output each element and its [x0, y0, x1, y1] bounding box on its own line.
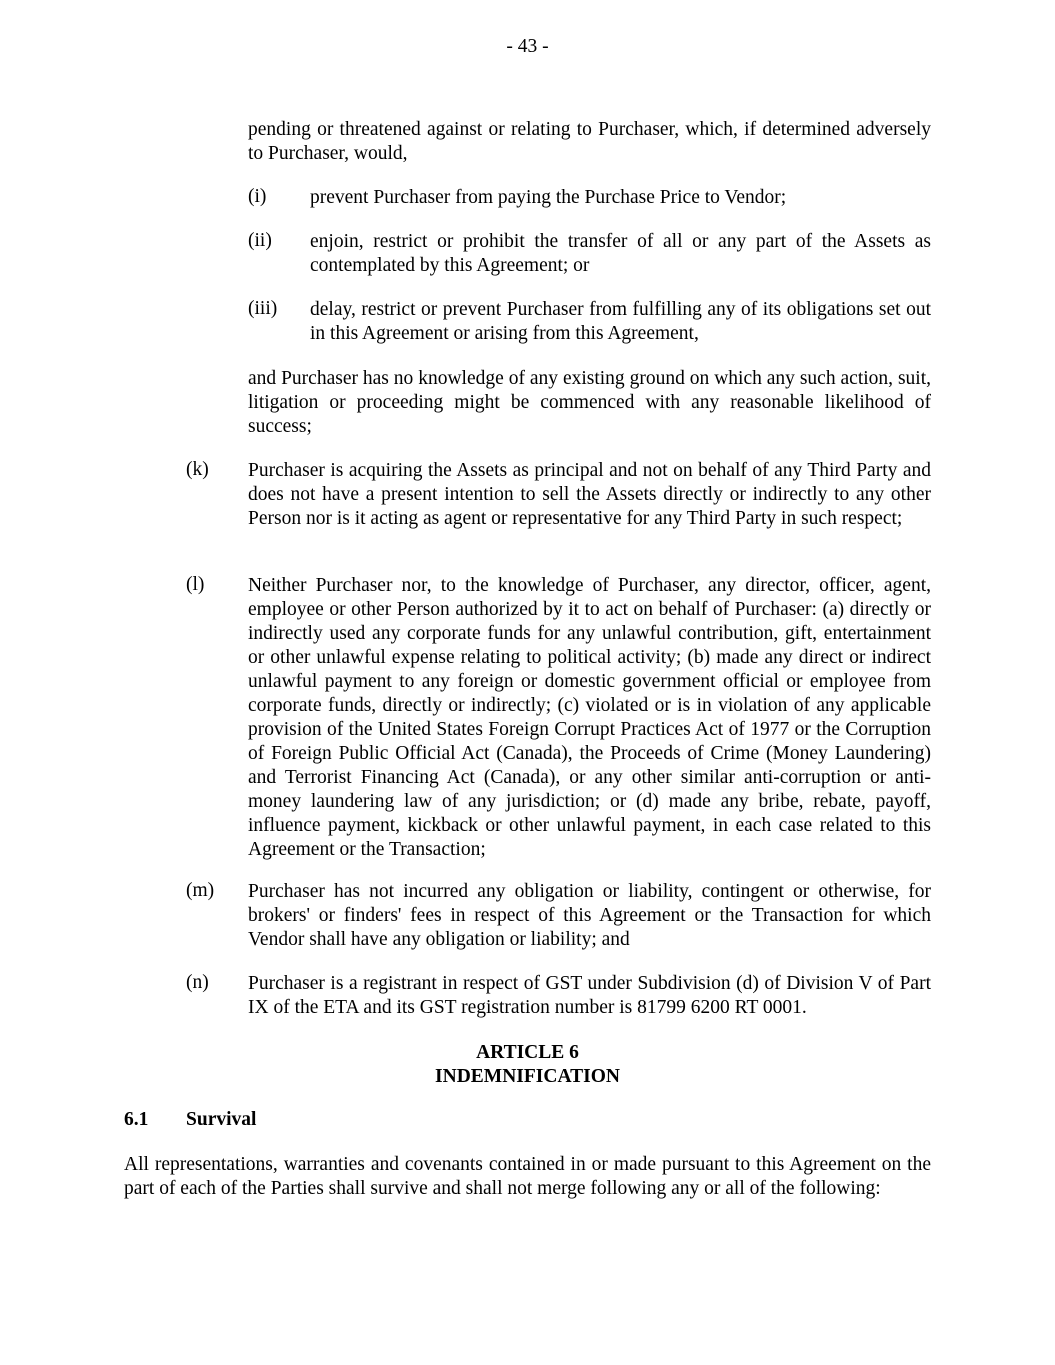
- article-heading: [0, 1041, 1055, 1089]
- item-text: Purchaser is a registrant in respect of GST under Subdivision (d) of Division V of Part IX of the ETA and its GST registration number is 81799 6200 RT 0001.: [248, 973, 931, 1018]
- closing-paragraph: and Purchaser has no knowledge of any existing ground on which any such action, suit, litigation or proceeding might be commenced with any reasonable likelihood of success;: [248, 368, 931, 437]
- page-number: - 43 -: [506, 36, 549, 57]
- sub-item-text: delay, restrict or prevent Purchaser from fulfilling any of its obligations set out in this Agreement or arising from this Agreement,: [310, 299, 931, 344]
- sub-item: [248, 298, 931, 346]
- continuation-paragraph: pending or threatened against or relating to Purchaser, which, if determined adversely to Purchaser, would,: [248, 119, 931, 164]
- section-number: 6.1: [124, 1109, 149, 1130]
- article-title: INDEMNIFICATION: [435, 1066, 620, 1087]
- item-text: Purchaser has not incurred any obligation or liability, contingent or otherwise, for brokers' or finders' fees in respect of this Agreement or the Transaction for which Vendor shall have any obligation or liability; and: [248, 881, 931, 950]
- item-label: (n): [186, 972, 209, 993]
- item-label: (m): [186, 880, 215, 901]
- section-title: Survival: [186, 1109, 257, 1130]
- item-text: Purchaser is acquiring the Assets as principal and not on behalf of any Third Party and does not have a present intention to sell the Assets directly or indirectly to any other Person nor is it acting as agent or representative for any Third Party in such respect;: [248, 460, 931, 529]
- sub-item-text: prevent Purchaser from paying the Purchase Price to Vendor;: [310, 187, 787, 208]
- list-item-m: [186, 880, 931, 952]
- list-item-k: [186, 459, 931, 531]
- sub-item-text: enjoin, restrict or prohibit the transfer of all or any part of the Assets as contemplated by this Agreement; or: [310, 231, 931, 276]
- item-label: (l): [186, 574, 205, 595]
- sub-item-label: (ii): [248, 230, 272, 251]
- section-body: All representations, warranties and covenants contained in or made pursuant to this Agreement on the part of each of the Parties shall survive and shall not merge following any or all of the following:: [124, 1154, 931, 1199]
- sub-item: [248, 186, 931, 210]
- list-item-n: [186, 972, 931, 1020]
- article-number: ARTICLE 6: [476, 1042, 579, 1063]
- list-item-l: [186, 574, 931, 862]
- item-text: Neither Purchaser nor, to the knowledge of Purchaser, any director, officer, agent, employee or other Person authorized by it to act on behalf of Purchaser: (a) directly or indirectly used any corporate funds for any unlawful contribution, gift, entertainment or other unlawful expense relating to political activity; (b) made any direct or indirect unlawful payment to any foreign or domestic government official or employee from corporate funds, directly or indirectly; (c) violated or is in violation of any applicable provision of the United States Foreign Corrupt Practices Act of 1977 or the Corruption of Foreign Public Official Act (Canada), the Proceeds of Crime (Money Laundering) and Terrorist Financing Act (Canada), or any other similar anti-corruption or anti-money laundering law of any jurisdiction; or (d) made any bribe, rebate, payoff, influence payment, kickback or other unlawful payment, in each case related to this Agreement or the Transaction;: [248, 575, 931, 860]
- sub-item-label: (iii): [248, 298, 278, 319]
- item-label: (k): [186, 459, 209, 480]
- section-heading: [124, 1109, 256, 1131]
- sub-item-label: (i): [248, 186, 267, 207]
- sub-item: [248, 230, 931, 278]
